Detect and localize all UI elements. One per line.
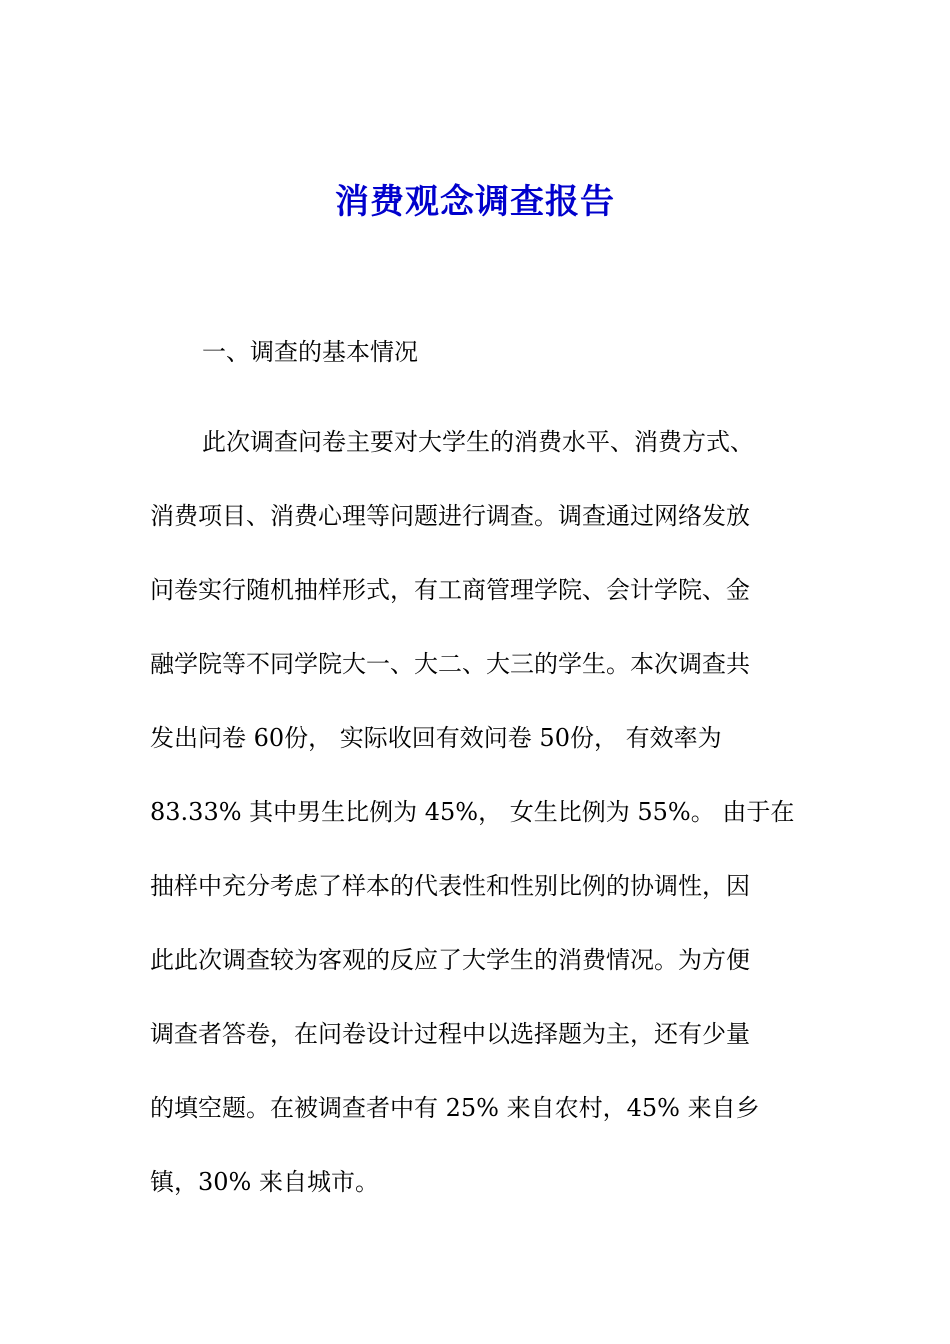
paragraph-line: 消费项目、消费心理等问题进行调查。调查通过网络发放 [150,502,750,530]
document-title: 消费观念调查报告 [335,182,615,222]
paragraph-line: 此次调查问卷主要对大学生的消费水平、消费方式、 [202,428,754,456]
paragraph-line: 问卷实行随机抽样形式，有工商管理学院、会计学院、金 [150,576,750,604]
paragraph-line: 83.33% 其中男生比例为 45%， 女生比例为 55%。 由于在 [150,798,795,826]
paragraph-line: 镇，30% 来自城市。 [150,1168,379,1196]
paragraph-line: 此此次调查较为客观的反应了大学生的消费情况。为方便 [150,946,750,974]
paragraph-line: 发出问卷 60份， 实际收回有效问卷 50份， 有效率为 [150,724,722,752]
paragraph-line: 抽样中充分考虑了样本的代表性和性别比例的协调性，因 [150,872,750,900]
paragraph-line: 融学院等不同学院大一、大二、大三的学生。本次调查共 [150,650,750,678]
paragraph-line: 调查者答卷，在问卷设计过程中以选择题为主，还有少量 [150,1020,750,1048]
paragraph-line: 的填空题。在被调查者中有 25% 来自农村，45% 来自乡 [150,1094,760,1122]
paragraph [150,405,810,1219]
section-heading: 一、调查的基本情况 [202,338,418,366]
